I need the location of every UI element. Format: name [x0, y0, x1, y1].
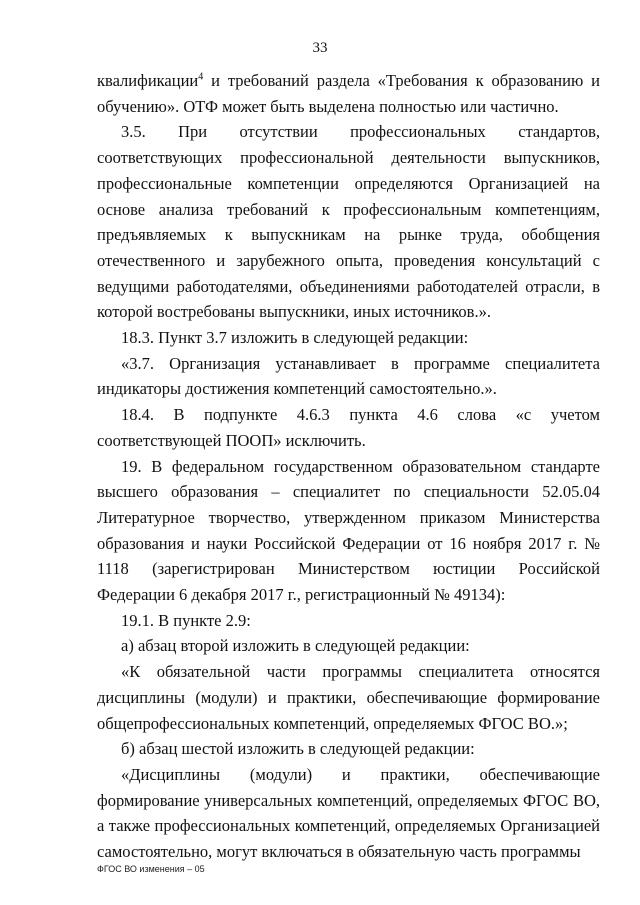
- paragraph-19: 19. В федеральном государственном образовательном стандарте высшего образования – специалитет по специальности 52.05.04 Литературное творчество, утвержденном приказом Министерства образования и науки Российской Федерации от 16 ноября 2017 г. № 1118 (зарегистрирован Министерством юстиции Российской Федерации 6 декабря 2017 г., регистрационный № 49134):: [97, 456, 600, 605]
- paragraph-3-5: 3.5. При отсутствии профессиональных стандартов, соответствующих профессиональной деятельности выпускников, профессиональные компетенции определяются Организацией на основе анализа требований к профессиональным компетенциям, предъявляемых к выпускникам на рынке труда, обобщения отечественного и зарубежного опыта, проведения консультаций с ведущими работодателями, объединениями работодателей отрасли, в которой востребованы выпускники, иных источников.».: [97, 122, 600, 322]
- footnote-reference: 4: [198, 71, 204, 83]
- paragraph-subitem-a: а) абзац второй изложить в следующей редакции:: [121, 636, 470, 656]
- paragraph-18-4: 18.4. В подпункте 4.6.3 пункта 4.6 слова «с учетом соответствующей ПООП» исключить.: [97, 405, 600, 450]
- page-number: 33: [312, 40, 328, 56]
- paragraph-3-7-quote: «3.7. Организация устанавливает в программе специалитета индикаторы достижения компетенций самостоятельно.».: [97, 353, 600, 399]
- paragraph-continuation: [97, 68, 600, 119]
- paragraph-text: квалификации: [97, 71, 199, 90]
- paragraph-19-1: 19.1. В пункте 2.9:: [121, 610, 251, 630]
- page-footer: ФГОС ВО изменения – 05: [97, 864, 205, 874]
- document-body: [97, 68, 600, 865]
- paragraph-subitem-b: б) абзац шестой изложить в следующей редакции:: [121, 739, 475, 759]
- paragraph-quote-b: «Дисциплины (модули) и практики, обеспечивающие формирование универсальных компетенций, определяемых ФГОС ВО, а также профессиональных компетенций, определяемых Организацией самостоятельно, могут включаться в обязательную часть программы: [97, 764, 600, 862]
- paragraph-text-tail: и требований раздела «Требования к образованию и обучению». ОТФ может быть выделена полностью или частично.: [97, 71, 600, 116]
- paragraph-quote-a: «К обязательной части программы специалитета относятся дисциплины (модули) и практики, обеспечивающие формирование общепрофессиональных компетенций, определяемых ФГОС ВО.»;: [97, 662, 600, 733]
- paragraph-18-3: 18.3. Пункт 3.7 изложить в следующей редакции:: [121, 328, 469, 348]
